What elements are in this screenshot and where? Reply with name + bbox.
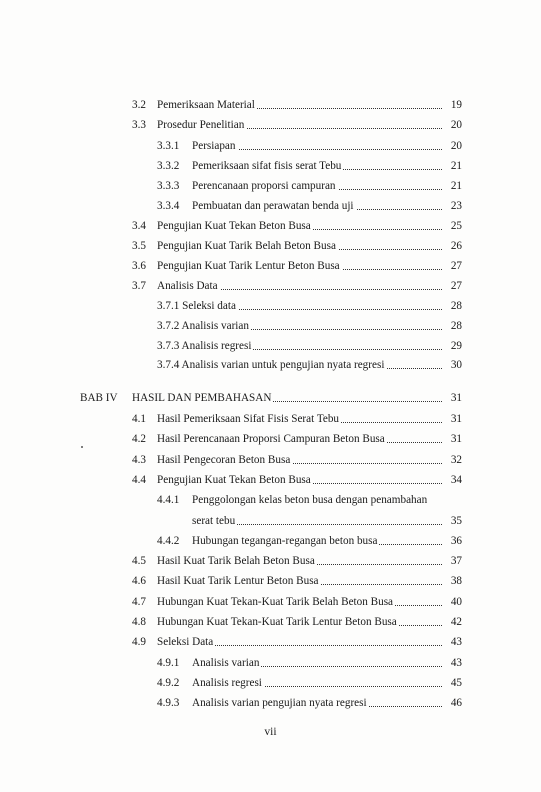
toc-entry-page: 35 bbox=[450, 515, 462, 527]
toc-entry bbox=[0, 695, 541, 711]
toc-entry bbox=[0, 238, 541, 254]
toc-entry-page: 19 bbox=[450, 99, 462, 111]
toc-entry-title: Hasil Kuat Tarik Lentur Beton Busa bbox=[157, 573, 442, 589]
toc-entry-number: 4.5 bbox=[132, 555, 146, 567]
toc-entry-number: 4.9 bbox=[132, 636, 146, 648]
toc-entry-title: Analisis Data bbox=[157, 278, 442, 294]
toc-entry-title: Hasil Perencanaan Proporsi Campuran Beton Busa bbox=[157, 431, 442, 447]
toc-entry-number: 4.8 bbox=[132, 616, 146, 628]
toc-entry-title: Hasil Kuat Tarik Belah Beton Busa bbox=[157, 553, 442, 569]
toc-entry-title: Seleksi Data bbox=[157, 634, 442, 650]
toc-entry bbox=[0, 452, 541, 468]
toc-entry bbox=[0, 158, 541, 174]
toc-entry bbox=[0, 318, 541, 334]
toc-entry-number: 4.9.2 bbox=[157, 677, 180, 689]
toc-entry-title: serat tebu bbox=[192, 513, 442, 529]
toc-entry-number: 4.4 bbox=[132, 474, 146, 486]
toc-entry-page: 40 bbox=[450, 596, 462, 608]
toc-entry-number: 3.2 bbox=[132, 99, 146, 111]
toc-entry-title: Pengujian Kuat Tekan Beton Busa bbox=[157, 218, 442, 234]
toc-entry bbox=[0, 594, 541, 610]
toc-entry-page: 21 bbox=[450, 160, 462, 172]
toc-entry-title: Persiapan bbox=[192, 138, 442, 154]
toc-entry-page: 31 bbox=[450, 392, 462, 404]
toc-entry-page: 29 bbox=[450, 340, 462, 352]
toc-entry-title: 3.7.1 Seleksi data bbox=[157, 298, 442, 314]
toc-entry-title: Pengujian Kuat Tarik Belah Beton Busa bbox=[157, 238, 442, 254]
toc-entry-number: 3.3.3 bbox=[157, 180, 180, 192]
toc-entry bbox=[0, 138, 541, 154]
toc-entry bbox=[0, 513, 541, 529]
toc-entry-number: 3.5 bbox=[132, 240, 146, 252]
toc-entry-number: 3.3.1 bbox=[157, 140, 180, 152]
toc-entry-title: Analisis varian pengujian nyata regresi bbox=[192, 695, 442, 711]
toc-entry bbox=[0, 218, 541, 234]
toc-entry-page: 23 bbox=[450, 200, 462, 212]
toc-entry-number: 3.6 bbox=[132, 260, 146, 272]
toc-entry-number: 3.3.2 bbox=[157, 160, 180, 172]
toc-entry bbox=[0, 390, 541, 406]
toc-entry-page: 27 bbox=[450, 260, 462, 272]
page-number: vii bbox=[264, 726, 277, 738]
toc-entry bbox=[0, 533, 541, 549]
toc-entry-number: 4.7 bbox=[132, 596, 146, 608]
toc-entry-page: 37 bbox=[450, 555, 462, 567]
toc-entry bbox=[0, 431, 541, 447]
toc-entry bbox=[0, 492, 541, 508]
toc-entry-number: 4.4.1 bbox=[157, 494, 180, 506]
toc-entry-page: 26 bbox=[450, 240, 462, 252]
toc-entry-page: 31 bbox=[450, 433, 462, 445]
toc-entry-page: 46 bbox=[450, 697, 462, 709]
toc-entry bbox=[0, 634, 541, 650]
toc-entry-number: 3.3.4 bbox=[157, 200, 180, 212]
toc-entry-number: 4.9.1 bbox=[157, 657, 180, 669]
toc-entry-page: 28 bbox=[450, 300, 462, 312]
toc-entry-number: 4.4.2 bbox=[157, 535, 180, 547]
toc-entry-title: HASIL DAN PEMBAHASAN bbox=[132, 390, 442, 406]
toc-entry-page: 43 bbox=[450, 636, 462, 648]
toc-entry-page: 36 bbox=[450, 535, 462, 547]
toc-entry-page: 20 bbox=[450, 119, 462, 131]
toc-entry-page: 42 bbox=[450, 616, 462, 628]
toc-entry-page: 31 bbox=[450, 413, 462, 425]
toc-entry-page: 43 bbox=[450, 657, 462, 669]
toc-entry-number: 4.9.3 bbox=[157, 697, 180, 709]
toc-entry bbox=[0, 357, 541, 373]
toc-entry bbox=[0, 573, 541, 589]
toc-entry bbox=[0, 614, 541, 630]
toc-entry-page: 20 bbox=[450, 140, 462, 152]
toc-entry-page: 27 bbox=[450, 280, 462, 292]
toc-entry bbox=[0, 278, 541, 294]
toc-entry-title: 3.7.3 Analisis regresi bbox=[157, 338, 442, 354]
toc-entry-title: Perencanaan proporsi campuran bbox=[192, 178, 442, 194]
toc-entry-title: Prosedur Penelitian bbox=[157, 117, 442, 133]
toc-entry-number: 3.4 bbox=[132, 220, 146, 232]
toc-entry-number: 4.1 bbox=[132, 413, 146, 425]
toc-entry-title: Hubungan tegangan-regangan beton busa bbox=[192, 533, 442, 549]
toc-entry bbox=[0, 97, 541, 113]
toc-entry-title: 3.7.2 Analisis varian bbox=[157, 318, 442, 334]
toc-entry-number: 4.6 bbox=[132, 575, 146, 587]
toc-entry-page: 30 bbox=[450, 359, 462, 371]
toc-entry bbox=[0, 198, 541, 214]
toc-entry bbox=[0, 553, 541, 569]
toc-entry bbox=[0, 655, 541, 671]
toc-entry-title: Analisis varian bbox=[192, 655, 442, 671]
toc-entry-title: Pengujian Kuat Tarik Lentur Beton Busa bbox=[157, 258, 442, 274]
toc-entry-page: 25 bbox=[450, 220, 462, 232]
toc-entry-title: Hubungan Kuat Tekan-Kuat Tarik Lentur Beton Busa bbox=[157, 614, 442, 630]
toc-entry-number: 4.2 bbox=[132, 433, 146, 445]
toc-entry-page: 34 bbox=[450, 474, 462, 486]
toc-entry-page: 21 bbox=[450, 180, 462, 192]
toc-entry-title: Hasil Pemeriksaan Sifat Fisis Serat Tebu bbox=[157, 411, 442, 427]
toc-entry-number: 3.7 bbox=[132, 280, 146, 292]
toc-entry-title: Pemeriksaan sifat fisis serat Tebu bbox=[192, 158, 442, 174]
toc-entry-number: BAB IV bbox=[80, 392, 118, 404]
toc-entry bbox=[0, 472, 541, 488]
toc-entry bbox=[0, 258, 541, 274]
toc-entry-title: Hasil Pengecoran Beton Busa bbox=[157, 452, 442, 468]
toc-entry-title: Pengujian Kuat Tekan Beton Busa bbox=[157, 472, 442, 488]
toc-entry bbox=[0, 338, 541, 354]
toc-entry-title: Penggolongan kelas beton busa dengan penambahan bbox=[192, 494, 428, 506]
toc-entry-page: 28 bbox=[450, 320, 462, 332]
toc-entry-page: 32 bbox=[450, 454, 462, 466]
toc-entry bbox=[0, 411, 541, 427]
toc-entry bbox=[0, 117, 541, 133]
toc-entry-number: 4.3 bbox=[132, 454, 146, 466]
toc-entry-title: Hubungan Kuat Tekan-Kuat Tarik Belah Beton Busa bbox=[157, 594, 442, 610]
toc-entry bbox=[0, 298, 541, 314]
toc-entry-page: 45 bbox=[450, 677, 462, 689]
toc-entry-number: 3.3 bbox=[132, 119, 146, 131]
toc-entry-page: 38 bbox=[450, 575, 462, 587]
toc-entry-title: Pembuatan dan perawatan benda uji bbox=[192, 198, 442, 214]
toc-entry bbox=[0, 178, 541, 194]
toc-entry-title: 3.7.4 Analisis varian untuk pengujian nyata regresi bbox=[157, 357, 442, 373]
toc-entry bbox=[0, 675, 541, 691]
toc-entry-title: Analisis regresi bbox=[192, 675, 442, 691]
toc-entry-title: Pemeriksaan Material bbox=[157, 97, 442, 113]
